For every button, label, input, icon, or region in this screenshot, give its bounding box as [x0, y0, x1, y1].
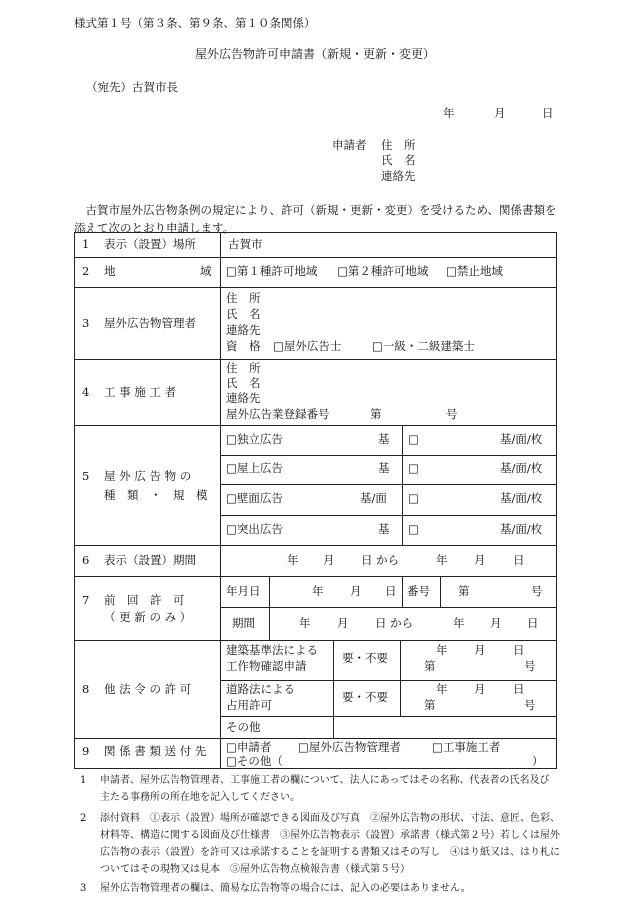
date-month: 月	[494, 106, 506, 120]
road-act-month: 月	[474, 682, 486, 696]
note-2-line-4: ついてはその現物又は見本 ⑤屋外広告物点検報告書（様式第５号）	[100, 864, 410, 875]
note-3	[74, 880, 564, 897]
qualification-architect-checkbox[interactable]: □一級・二級建築士	[372, 339, 475, 353]
note-1-line-1: 申請者、屋外広告物管理者、工事施工者の欄について、法人にあってはその名称、代表者の氏名及び	[100, 775, 550, 786]
prev-period-start-day: 日 から	[375, 616, 414, 630]
type-other-2-checkbox[interactable]: □	[408, 461, 419, 475]
contractor-registration-go: 号	[446, 407, 458, 421]
date-day: 日	[542, 106, 554, 120]
road-act-dai: 第	[424, 698, 436, 712]
type-other-2-unit: 基/面/枚	[500, 461, 543, 475]
send-to-other-checkbox[interactable]: □その他（	[226, 754, 283, 768]
road-act-required[interactable]: 要・不要	[342, 690, 388, 704]
prev-permit-year: 年	[312, 584, 324, 598]
row6-number: 6	[82, 553, 90, 567]
type-wall-unit: 基/面	[360, 491, 387, 505]
notes	[74, 772, 564, 897]
manager-address-label: 住 所	[226, 291, 261, 305]
form-number: 様式第１号（第３条、第９条、第１０条関係）	[74, 16, 316, 30]
row1-number: 1	[82, 237, 90, 251]
manager-qualification-label: 資 格	[226, 339, 261, 353]
manager-contact-label: 連絡先	[226, 323, 261, 337]
type-rooftop-unit: 基	[378, 461, 390, 475]
period-start-day: 日 から	[361, 553, 400, 567]
row1-label: 表示（設置）場所	[104, 237, 196, 251]
type-projecting-unit: 基	[378, 522, 390, 536]
send-to-applicant-checkbox[interactable]: □申請者	[226, 740, 272, 754]
note-1	[74, 772, 564, 806]
row2-label-b: 域	[200, 264, 212, 278]
contractor-registration-label: 屋外広告業登録番号	[226, 407, 330, 421]
note-2-number: 2	[80, 813, 87, 824]
type-wall-checkbox[interactable]: □壁面広告	[226, 491, 283, 505]
note-1-line-2: 主たる事務所の所在地を記入してください。	[100, 792, 300, 803]
other-law-label: その他	[226, 720, 261, 734]
period-start-month: 月	[323, 553, 335, 567]
prev-permit-number-label: 番号	[407, 584, 430, 598]
row6-label: 表示（設置）期間	[104, 553, 196, 567]
row2-label-a: 地	[104, 264, 116, 278]
type-other-4-checkbox[interactable]: □	[408, 522, 419, 536]
prev-period-start-year: 年	[299, 616, 311, 630]
type-other-1-unit: 基/面/枚	[500, 432, 543, 446]
period-end-month: 月	[474, 553, 486, 567]
area-option-prohibited-checkbox[interactable]: □禁止地域	[446, 264, 503, 278]
type-freestanding-checkbox[interactable]: □独立広告	[226, 432, 283, 446]
building-act-month: 月	[474, 643, 486, 657]
send-to-manager-checkbox[interactable]: □屋外広告物管理者	[298, 740, 401, 754]
prev-permit-go: 号	[531, 584, 543, 598]
row3-label: 屋外広告物管理者	[104, 316, 196, 330]
type-other-4-unit: 基/面/枚	[500, 522, 543, 536]
row8-number: 8	[82, 682, 90, 696]
prev-permit-month: 月	[350, 584, 362, 598]
contractor-address-label: 住 所	[226, 361, 261, 375]
prev-permit-day: 日	[385, 584, 397, 598]
building-act-year: 年	[436, 643, 448, 657]
type-freestanding-unit: 基	[378, 432, 390, 446]
prev-period-end-year: 年	[453, 616, 465, 630]
row5-label-1: 屋 外 広 告 物 の	[104, 469, 192, 483]
note-2-line-3: 広告物の表示（設置）を許可又は承諾することを証明する書類又はその写し ④はり紙又は、はり札に	[100, 847, 560, 858]
building-act-label-2: 工作物確認申請	[226, 659, 307, 673]
type-projecting-checkbox[interactable]: □突出広告	[226, 522, 283, 536]
road-act-label-1: 道路法による	[226, 682, 295, 696]
row7-label-1: 前 回 許 可	[104, 593, 185, 607]
row4-label: 工 事 施 工 者	[104, 385, 177, 399]
type-other-3-checkbox[interactable]: □	[408, 491, 419, 505]
row5-number: 5	[82, 469, 90, 483]
note-2-line-2: 材料等、構造に関する図面及び仕様書 ③屋外広告物表示（設置）承諾書（様式第２号）若しくは屋外	[100, 830, 560, 841]
building-act-go: 号	[524, 659, 536, 673]
note-2	[74, 810, 564, 878]
area-option-2-checkbox[interactable]: □第２種許可地域	[337, 264, 429, 278]
prev-permit-date-label: 年月日	[226, 584, 261, 598]
manager-name-label: 氏 名	[226, 307, 261, 321]
row3-number: 3	[82, 316, 90, 330]
note-1-number: 1	[80, 775, 87, 786]
building-act-day: 日	[513, 643, 525, 657]
road-act-label-2: 占用許可	[226, 698, 272, 712]
row2-number: 2	[82, 264, 90, 278]
intro-text: 古賀市屋外広告物条例の規定により、許可（新規・更新・変更）を受けるため、関係書類を添えて次のとおり申請します。	[74, 203, 557, 235]
building-act-dai: 第	[424, 659, 436, 673]
type-rooftop-checkbox[interactable]: □屋上広告	[226, 461, 283, 475]
send-to-other-close: ）	[532, 754, 544, 768]
building-act-required[interactable]: 要・不要	[342, 651, 388, 665]
prev-permit-dai: 第	[458, 584, 470, 598]
prev-period-end-day: 日	[527, 616, 539, 630]
applicant-label: 申請者	[332, 138, 367, 152]
applicant-name-label: 氏 名	[381, 153, 416, 167]
row7-number: 7	[82, 593, 90, 607]
note-2-line-1: 添付資料 ①表示（設置）場所が確認できる図面及び写真 ②屋外広告物の形状、寸法、意匠、色彩、	[100, 813, 560, 824]
prev-period-end-month: 月	[490, 616, 502, 630]
period-end-day: 日	[513, 553, 525, 567]
page-title: 屋外広告物許可申請書（新規・更新・変更）	[194, 47, 435, 61]
row5-label-2: 種 類 ・ 規 模	[104, 488, 208, 502]
area-option-1-checkbox[interactable]: □第１種許可地域	[226, 264, 318, 278]
period-end-year: 年	[436, 553, 448, 567]
road-act-day: 日	[513, 682, 525, 696]
building-act-label-1: 建築基準法による	[226, 643, 318, 657]
row8-label: 他 法 令 の 許 可	[104, 682, 192, 696]
send-to-contractor-checkbox[interactable]: □工事施工者	[432, 740, 501, 754]
road-act-go: 号	[524, 698, 536, 712]
row1-value[interactable]: 古賀市	[228, 237, 263, 251]
qualification-ad-specialist-checkbox[interactable]: □屋外広告士	[273, 339, 342, 353]
prev-period-start-month: 月	[337, 616, 349, 630]
note-3-line-1: 屋外広告物管理者の欄は、簡易な広告物等の場合には、記入の必要はありません。	[100, 883, 471, 894]
row9-number: 9	[82, 744, 90, 758]
row9-label: 関 係 書 類 送 付 先	[104, 744, 207, 758]
applicant-address-label: 住 所	[381, 138, 416, 152]
period-start-year: 年	[287, 553, 299, 567]
row4-number: 4	[82, 385, 90, 399]
applicant-contact-label: 連絡先	[381, 169, 416, 183]
road-act-year: 年	[436, 682, 448, 696]
contractor-name-label: 氏 名	[226, 376, 261, 390]
type-other-1-checkbox[interactable]: □	[408, 432, 419, 446]
addressee: （宛先）古賀市長	[86, 80, 178, 94]
contractor-registration-dai: 第	[370, 407, 382, 421]
contractor-contact-label: 連絡先	[226, 391, 261, 405]
prev-period-label: 期間	[232, 616, 255, 630]
note-3-number: 3	[80, 883, 87, 894]
date-year: 年	[443, 106, 455, 120]
type-other-3-unit: 基/面/枚	[500, 491, 543, 505]
row7-label-2: （ 更 新 の み ）	[104, 610, 192, 624]
